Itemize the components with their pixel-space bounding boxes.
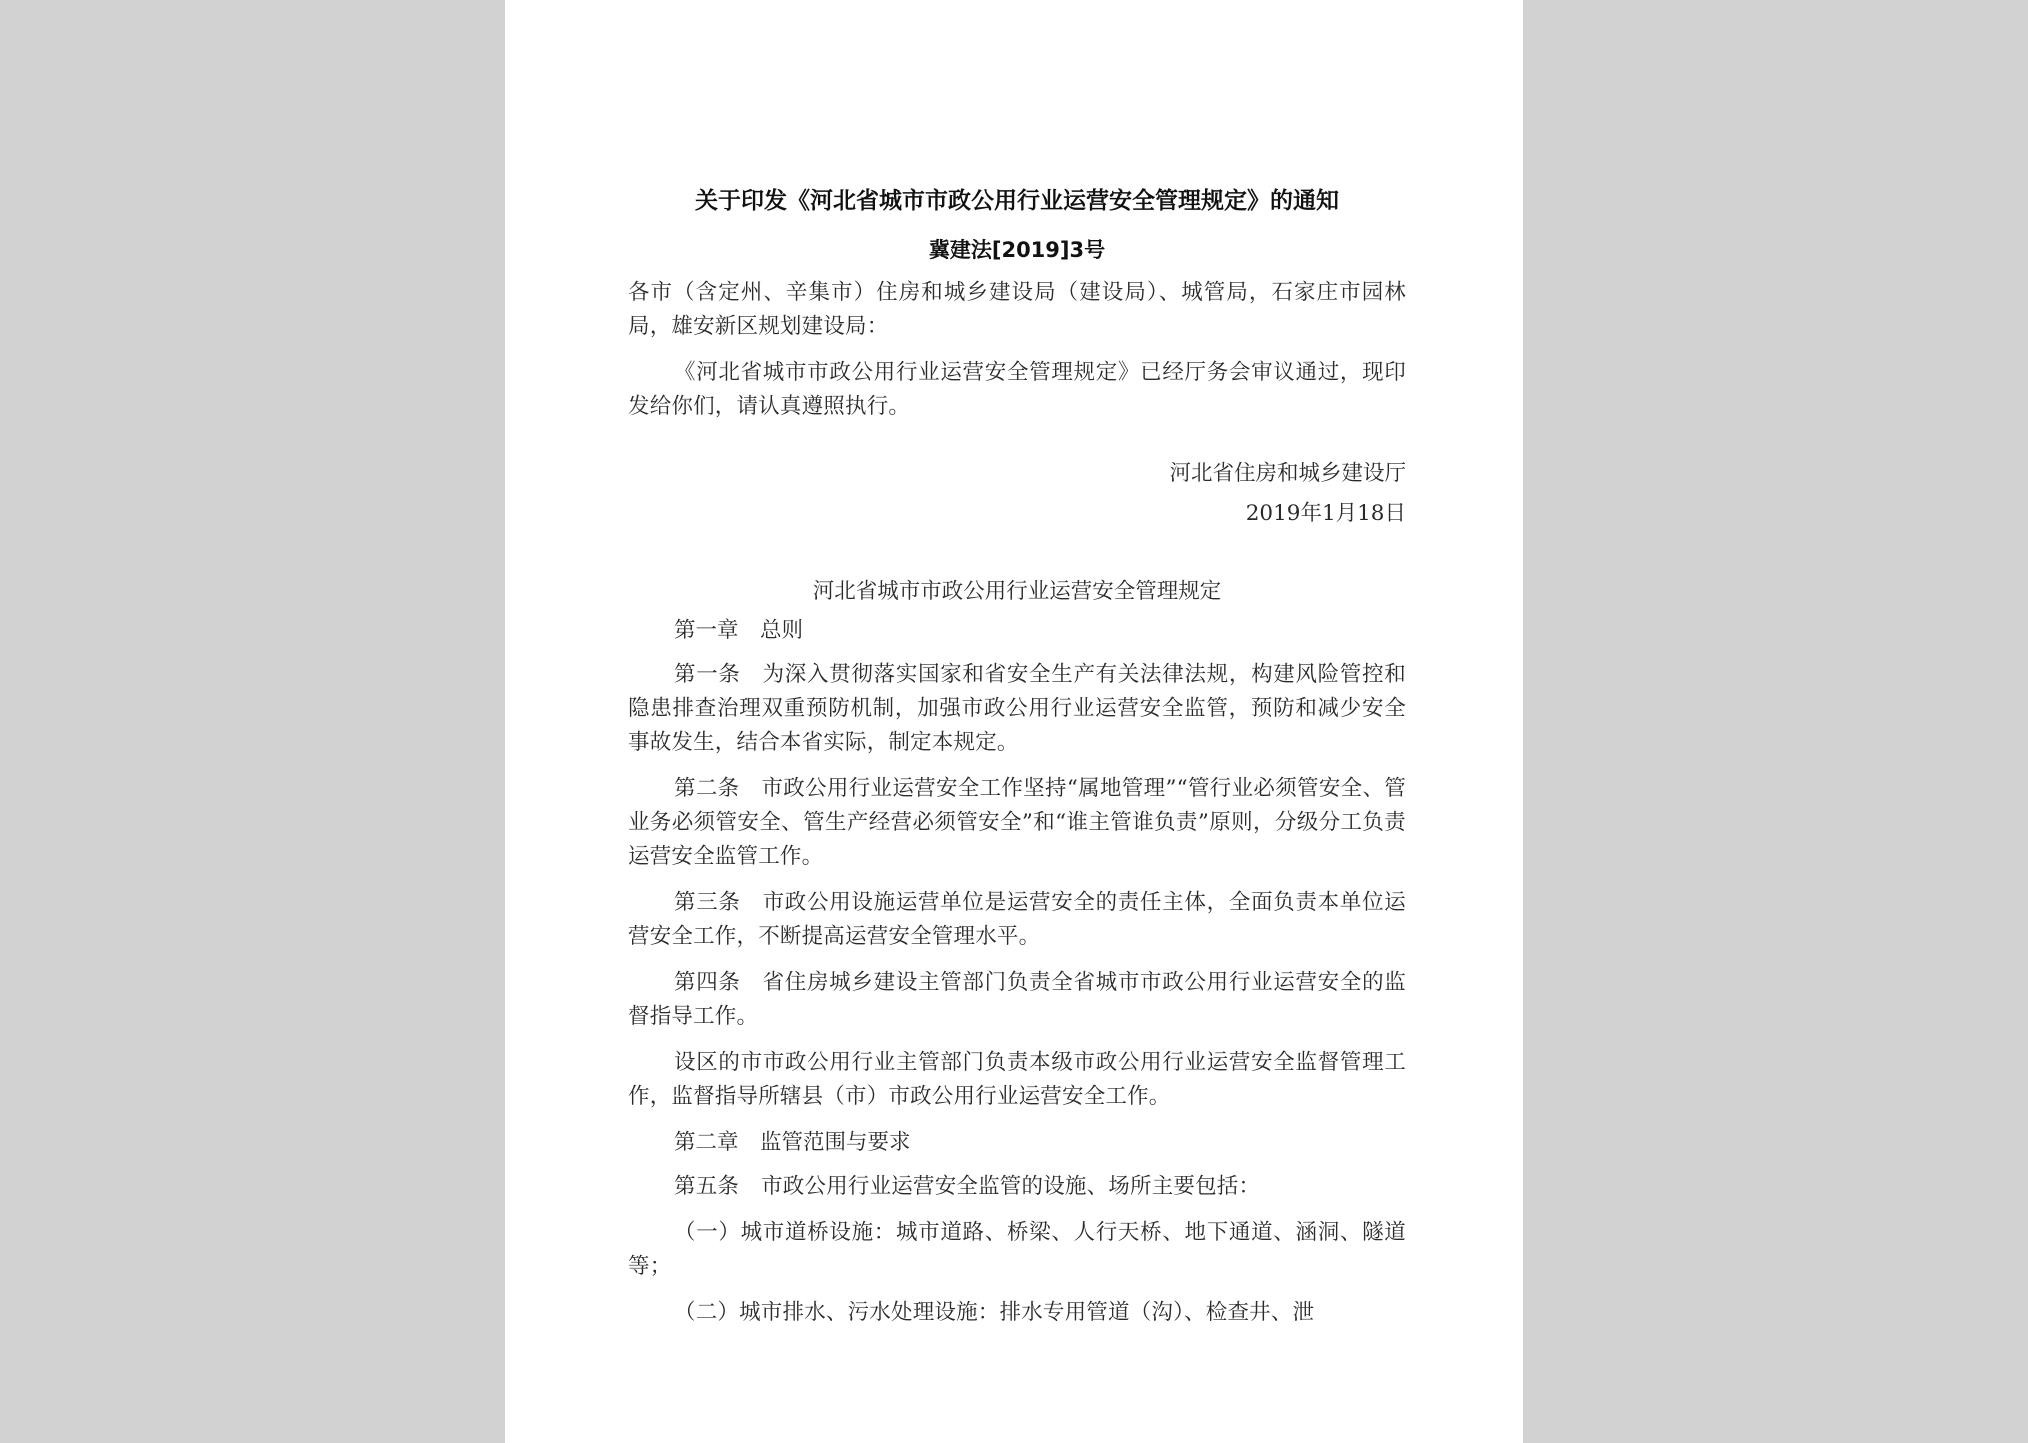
article-1 bbox=[628, 658, 1406, 760]
recipients: 各市（含定州、辛集市）住房和城乡建设局（建设局）、城管局，石家庄市园林局，雄安新区规划建设局： bbox=[628, 280, 1406, 339]
document-number: 冀建法[2019]3号 bbox=[928, 238, 1106, 262]
article-text: 省住房城乡建设主管部门负责全省城市市政公用行业运营安全的监督指导工作。 bbox=[628, 970, 1406, 1029]
list-item: （二）城市排水、污水处理设施：排水专用管道（沟）、检查井、泄 bbox=[674, 1300, 1315, 1325]
article-label: 第三条 bbox=[674, 890, 741, 915]
article-3 bbox=[628, 886, 1406, 954]
article-label: 第一条 bbox=[674, 662, 741, 687]
article-5 bbox=[628, 1170, 1406, 1204]
article-text: 市政公用行业运营安全工作坚持“属地管理”“管行业必须管安全、管业务必须管安全、管生产经营必须管安全”和“谁主管谁负责”原则，分级分工负责运营安全监管工作。 bbox=[628, 776, 1406, 869]
notice-title: 关于印发《河北省城市市政公用行业运营安全管理规定》的通知 bbox=[695, 188, 1339, 214]
regulation-title: 河北省城市市政公用行业运营安全管理规定 bbox=[812, 579, 1222, 604]
page-content bbox=[628, 176, 1406, 1342]
signature-block bbox=[628, 454, 1406, 534]
chapter-heading: 第二章 监管范围与要求 bbox=[674, 1130, 911, 1155]
notice-body: 《河北省城市市政公用行业运营安全管理规定》已经厅务会审议通过，现印发给你们，请认真遵照执行。 bbox=[628, 360, 1406, 419]
issuer: 河北省住房和城乡建设厅 bbox=[1169, 461, 1406, 486]
article-label: 第五条 bbox=[674, 1174, 740, 1199]
article-label: 第二条 bbox=[674, 776, 740, 801]
article-text: 市政公用行业运营安全监管的设施、场所主要包括： bbox=[761, 1174, 1261, 1199]
article-4-paragraph-2: 设区的市市政公用行业主管部门负责本级市政公用行业运营安全监督管理工作，监督指导所辖县（市）市政公用行业运营安全工作。 bbox=[628, 1050, 1406, 1109]
article-label: 第四条 bbox=[674, 970, 741, 995]
article-text: 市政公用设施运营单位是运营安全的责任主体，全面负责本单位运营安全工作，不断提高运营安全管理水平。 bbox=[628, 890, 1406, 949]
article-2 bbox=[628, 772, 1406, 874]
issue-date: 2019年1月18日 bbox=[1245, 501, 1406, 526]
list-item: （一）城市道桥设施：城市道路、桥梁、人行天桥、地下通道、涵洞、隧道等； bbox=[628, 1220, 1406, 1279]
article-text: 为深入贯彻落实国家和省安全生产有关法律法规，构建风险管控和隐患排查治理双重预防机制，加强市政公用行业运营安全监管，预防和减少安全事故发生，结合本省实际，制定本规定。 bbox=[628, 662, 1406, 755]
chapter-heading: 第一章 总则 bbox=[674, 618, 804, 643]
document-page bbox=[505, 0, 1523, 1443]
article-4 bbox=[628, 966, 1406, 1034]
